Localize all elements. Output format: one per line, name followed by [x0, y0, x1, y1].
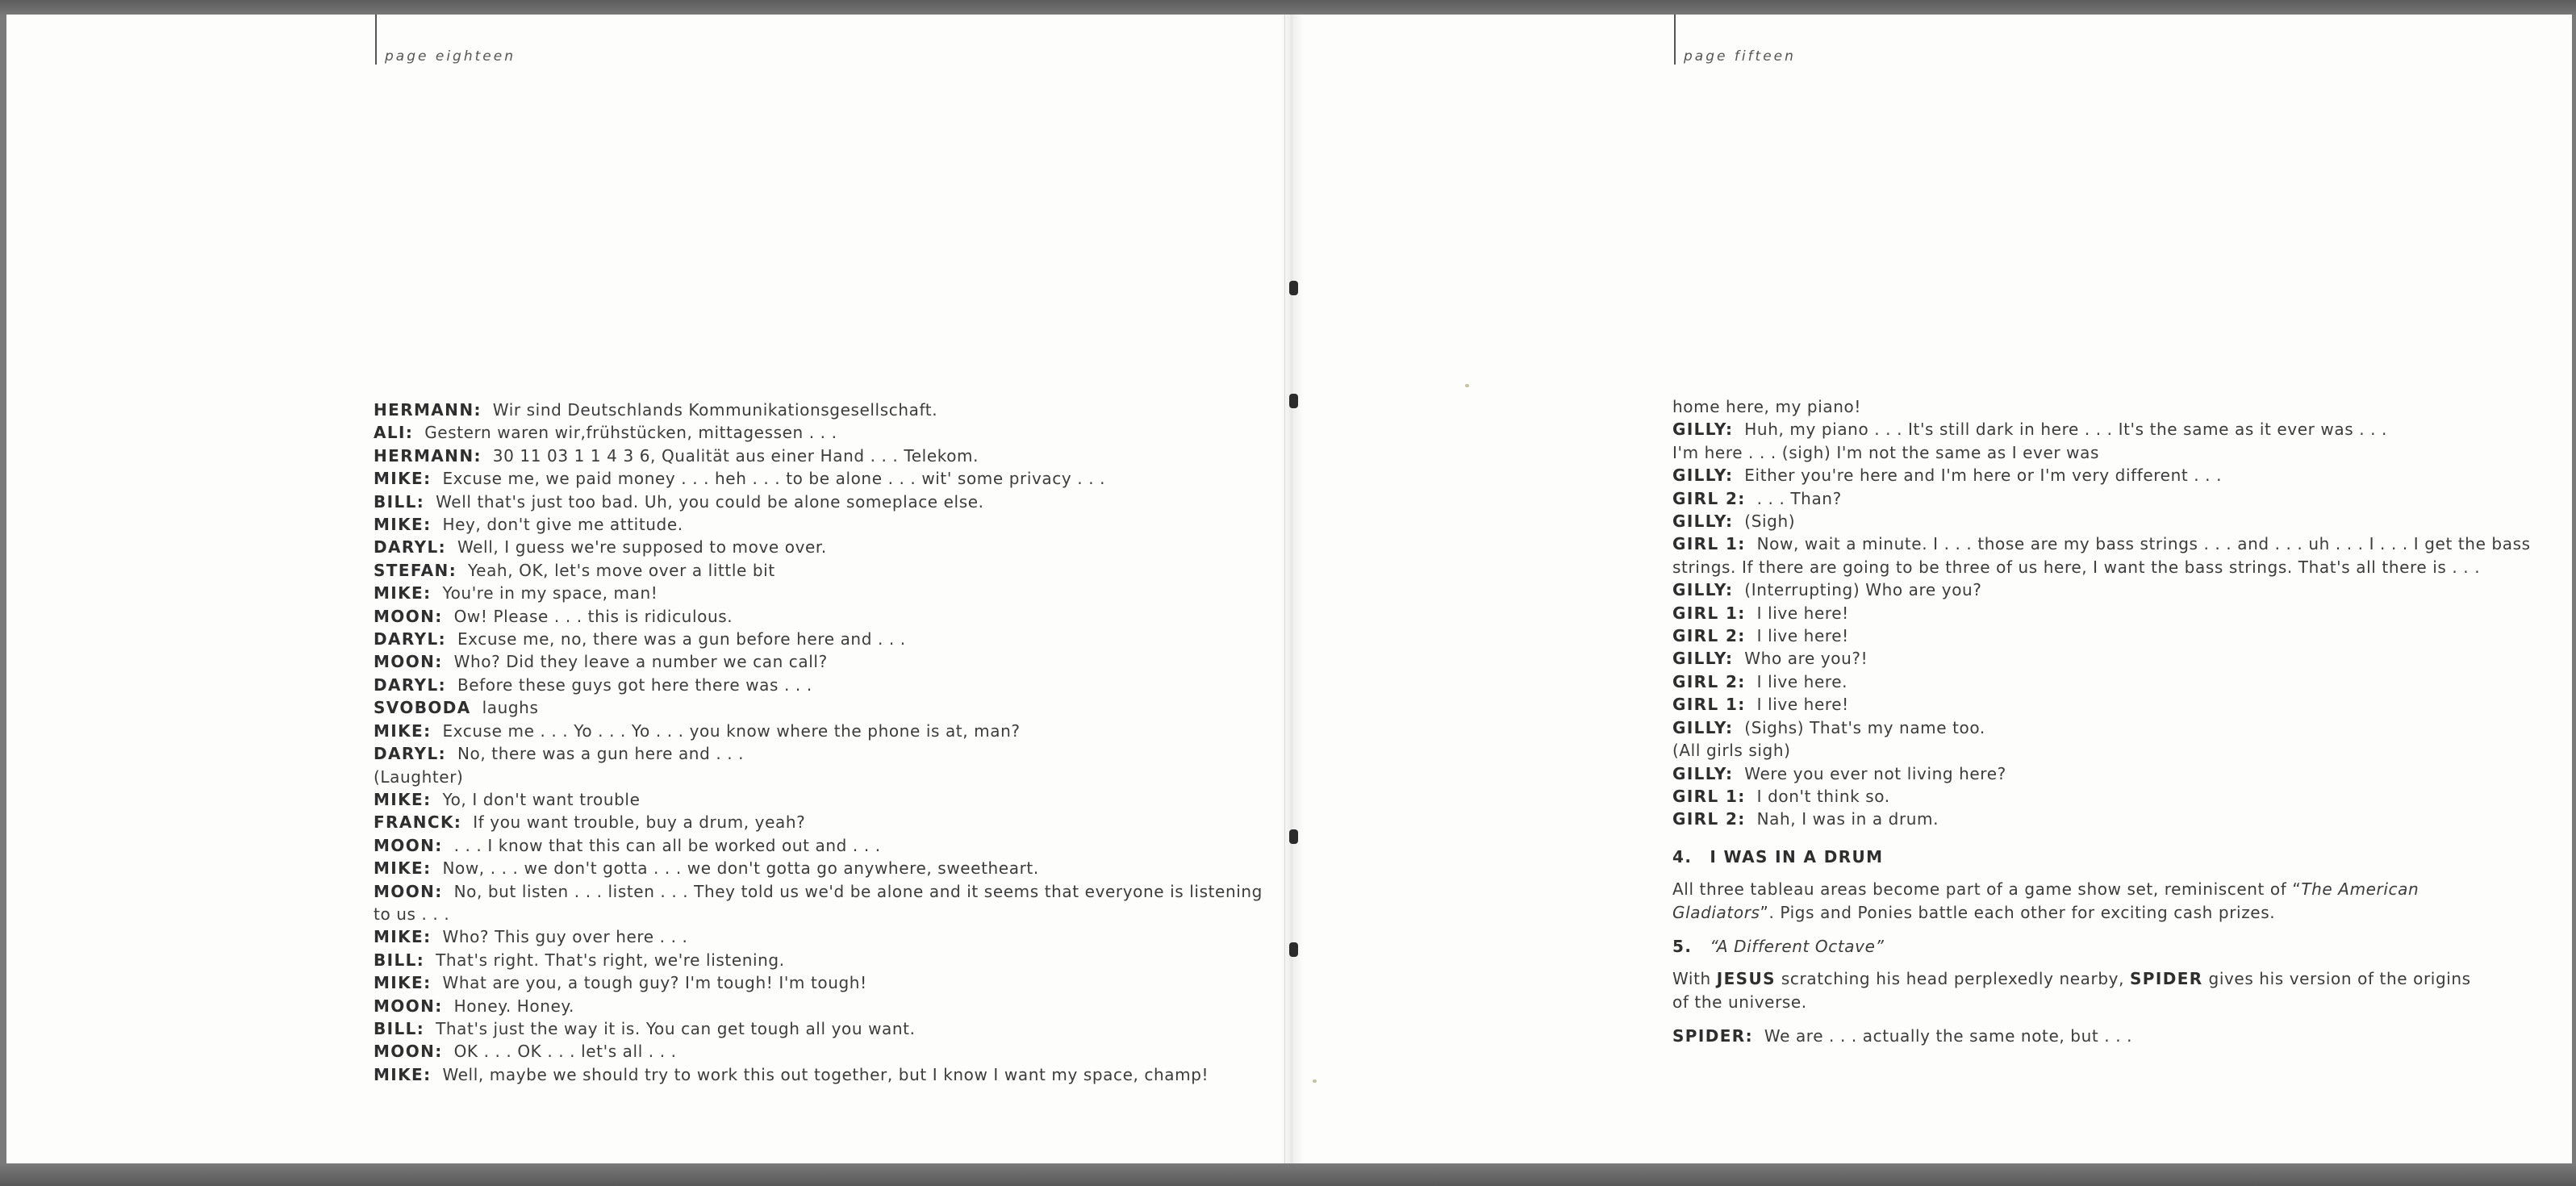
dialogue-line — [374, 949, 1269, 971]
dialogue-text: You're in my space, man! — [442, 583, 658, 603]
dialogue-text: I live here! — [1756, 695, 1849, 715]
paper-speck — [1465, 384, 1469, 387]
dialogue-text: Excuse me, no, there was a gun before here and . . . — [457, 629, 906, 649]
dialogue-line — [374, 628, 1269, 650]
speaker-name: STEFAN: — [374, 560, 457, 580]
dialogue-text: (Sigh) — [1744, 512, 1796, 532]
right-page-header: page fifteen — [1674, 15, 1796, 65]
dialogue-line — [1672, 602, 2487, 624]
dialogue-text: No, there was a gun here and . . . — [457, 744, 745, 764]
speaker-name: BILL: — [374, 491, 425, 512]
dialogue-line — [1672, 693, 2487, 716]
speaker-name: MIKE: — [374, 515, 432, 535]
section-4-title — [1672, 846, 2487, 868]
speaker-name: BILL: — [374, 950, 425, 970]
speaker-name: GIRL 1: — [1672, 786, 1746, 806]
dialogue-text: Who? Did they leave a number we can call? — [453, 652, 828, 672]
speaker-name: MIKE: — [374, 583, 432, 603]
dialogue-text: Now, . . . we don't gotta . . . we don't gotta go anywhere, sweetheart. — [442, 858, 1039, 879]
speaker-name: MIKE: — [374, 927, 432, 947]
dialogue-line — [374, 421, 1269, 444]
dialogue-line — [1672, 532, 2531, 555]
right-dialogue — [1672, 395, 2531, 831]
dialogue-line — [374, 995, 1269, 1017]
dialogue-text: Either you're here and I'm here or I'm very different . . . — [1744, 466, 2223, 486]
speaker-name: BILL: — [374, 1018, 425, 1038]
dialogue-text: I'm here . . . (sigh) I'm not the same as I ever was — [1672, 442, 2100, 462]
description-text: With — [1672, 969, 1717, 989]
speaker-name: DARYL: — [374, 674, 447, 695]
description-text: gives his version of the origins of the universe. — [1672, 969, 2471, 1012]
dialogue-line — [374, 925, 1269, 948]
speaker-name: MIKE: — [374, 789, 432, 809]
dialogue-text: I don't think so. — [1756, 786, 1890, 806]
dialogue-line — [374, 536, 1269, 558]
speaker-name: GIRL 2: — [1672, 488, 1746, 508]
dialogue-line — [374, 399, 1269, 421]
dialogue-text: Who are you?! — [1744, 649, 1868, 669]
dialogue-line — [1672, 670, 2487, 693]
section-4-description — [1672, 878, 2487, 924]
staple-mark — [1289, 829, 1298, 844]
dialogue-line — [374, 559, 1269, 582]
center-fold-line — [1284, 15, 1285, 1163]
speaker-name: MOON: — [374, 996, 443, 1016]
dialogue-text: Who? This guy over here . . . — [442, 927, 688, 947]
dialogue-line — [374, 1040, 1269, 1063]
dialogue-line — [1672, 716, 2487, 739]
dialogue-line — [374, 674, 1269, 696]
dialogue-line — [1672, 739, 2487, 762]
dialogue-line — [374, 650, 1269, 673]
dialogue-text: Well, maybe we should try to work this out together, but I know I want my space, champ! — [442, 1064, 1209, 1084]
dialogue-text: I live here! — [1756, 626, 1849, 646]
dialogue-text: That's right. That's right, we're listening. — [436, 950, 785, 970]
dialogue-text: Ow! Please . . . this is ridiculous. — [453, 606, 733, 626]
speaker-name: GILLY: — [1672, 466, 1734, 486]
speaker-name: MIKE: — [374, 858, 432, 879]
dialogue-text: We are . . . actually the same note, but . . . — [1764, 1026, 2133, 1046]
dialogue-line — [374, 880, 1269, 926]
center-fold — [1280, 15, 1304, 1163]
dialogue-text: (Sighs) That's my name too. — [1744, 717, 1985, 737]
dialogue-line — [374, 720, 1269, 742]
dialogue-line — [1672, 647, 2487, 670]
dialogue-text: Wir sind Deutschlands Kommunikationsgesellschaft. — [492, 400, 938, 420]
speaker-name: GIRL 1: — [1672, 603, 1746, 623]
dialogue-text: I live here. — [1756, 671, 1848, 691]
speaker-name: GILLY: — [1672, 763, 1734, 783]
staple-mark — [1289, 394, 1298, 408]
speaker-name: DARYL: — [374, 537, 447, 558]
speaker-name: MOON: — [374, 835, 443, 855]
description-text: All three tableau areas become part of a game show set, reminiscent of “ — [1672, 879, 2302, 900]
dialogue-line — [374, 491, 1269, 513]
description-text: ”. Pigs and Ponies battle each other for exciting cash prizes. — [1760, 902, 2276, 922]
speaker-name: ALI: — [374, 423, 414, 443]
speaker-name: GIRL 1: — [1672, 695, 1746, 715]
speaker-name: DARYL: — [374, 744, 447, 764]
speaker-name: MOON: — [374, 1042, 443, 1062]
speaker-name: GIRL 2: — [1672, 809, 1746, 829]
dialogue-text: Gestern waren wir,frühstücken, mittagessen . . . — [424, 423, 837, 443]
speaker-name: GILLY: — [1672, 717, 1734, 737]
speaker-name: MIKE: — [374, 973, 432, 993]
dialogue-line — [1672, 441, 2487, 464]
dialogue-line — [1672, 578, 2487, 601]
speaker-name: MOON: — [374, 881, 443, 901]
dialogue-text: Honey. Honey. — [453, 996, 574, 1016]
speaker-name: GILLY: — [1672, 649, 1734, 669]
dialogue-text: Excuse me . . . Yo . . . Yo . . . you know where the phone is at, man? — [442, 720, 1021, 741]
speaker-name: DARYL: — [374, 629, 447, 649]
dialogue-text: 30 11 03 1 1 4 3 6, Qualität aus einer Hand . . . Telekom. — [492, 445, 979, 466]
section-heading: I WAS IN A DRUM — [1710, 846, 1884, 867]
speaker-name: GIRL 2: — [1672, 626, 1746, 646]
dialogue-text: Now, wait a minute. I . . . those are my bass strings . . . and . . . uh . . . I . . . I get the bass — [1756, 534, 2531, 554]
dialogue-text: Nah, I was in a drum. — [1756, 809, 1939, 829]
dialogue-text: Well that's just too bad. Uh, you could be alone someplace else. — [436, 491, 984, 512]
dialogue-line — [1672, 395, 2487, 418]
dialogue-text: Yeah, OK, let's move over a little bit — [468, 560, 775, 580]
section-5-description — [1672, 967, 2487, 1013]
speaker-name: GIRL 1: — [1672, 534, 1746, 554]
speaker-name: SVOBODA — [374, 698, 471, 718]
dialogue-line — [1672, 624, 2487, 647]
dialogue-text: That's just the way it is. You can get tough all you want. — [436, 1018, 916, 1038]
dialogue-line — [374, 971, 1269, 994]
dialogue-text: No, but listen . . . listen . . . They told us we'd be alone and it seems that everyone is listening to us . . . — [374, 881, 1263, 924]
dialogue-text: Were you ever not living here? — [1744, 763, 2006, 783]
dialogue-text: home here, my piano! — [1672, 397, 1861, 416]
dialogue-line — [374, 811, 1269, 833]
dialogue-line — [374, 1017, 1269, 1040]
dialogue-line — [1672, 510, 2487, 532]
dialogue-line — [1672, 1025, 2487, 1047]
dialogue-line — [1672, 762, 2487, 785]
dialogue-text: OK . . . OK . . . let's all . . . — [453, 1042, 677, 1062]
section-number: 5. — [1672, 936, 1693, 956]
speaker-name: SPIDER: — [1672, 1026, 1753, 1046]
staple-mark — [1289, 942, 1298, 957]
dialogue-line — [374, 766, 1269, 788]
speaker-name: MIKE: — [374, 1064, 432, 1084]
dialogue-text: If you want trouble, buy a drum, yeah? — [473, 812, 806, 833]
speaker-name: GILLY: — [1672, 420, 1734, 440]
speaker-name: GILLY: — [1672, 512, 1734, 532]
dialogue-line — [374, 742, 1269, 765]
dialogue-line — [1672, 464, 2487, 487]
speaker-name: GIRL 2: — [1672, 671, 1746, 691]
dialogue-text: What are you, a tough guy? I'm tough! I'm tough! — [442, 973, 867, 993]
dialogue-line — [374, 445, 1269, 467]
dialogue-line — [1672, 418, 2487, 441]
dialogue-line — [374, 467, 1269, 490]
speaker-name: HERMANN: — [374, 445, 482, 466]
dialogue-text: Well, I guess we're supposed to move over. — [457, 537, 827, 558]
dialogue-text: . . . I know that this can all be worked out and . . . — [453, 835, 881, 855]
dialogue-text: laughs — [482, 698, 539, 718]
dialogue-text: Huh, my piano . . . It's still dark in here . . . It's the same as it ever was . . . — [1744, 420, 2387, 440]
dialogue-text: Yo, I don't want trouble — [442, 789, 641, 809]
dialogue-text: (Laughter) — [374, 766, 464, 787]
dialogue-text: Excuse me, we paid money . . . heh . . . to be alone . . . wit' some privacy . . . — [442, 469, 1106, 489]
section-number: 4. — [1672, 846, 1693, 867]
character-name: SPIDER — [2130, 969, 2203, 989]
dialogue-text: Hey, don't give me attitude. — [442, 515, 683, 535]
character-name: JESUS — [1716, 969, 1776, 989]
paper-speck — [1313, 1080, 1317, 1083]
dialogue-line — [374, 582, 1269, 604]
dialogue-line — [1672, 556, 2487, 578]
dialogue-line — [374, 1063, 1269, 1086]
speaker-name: FRANCK: — [374, 812, 462, 833]
left-page-header: page eighteen — [375, 15, 516, 65]
speaker-name: MOON: — [374, 652, 443, 672]
dialogue-text: (All girls sigh) — [1672, 741, 1791, 761]
dialogue-line — [1672, 808, 2487, 830]
song-title: “A Different Octave” — [1710, 936, 1885, 956]
dialogue-line — [374, 857, 1269, 879]
dialogue-text: strings. If there are going to be three of us here, I want the bass strings. That's all there is . . . — [1672, 557, 2481, 577]
speaker-name: MIKE: — [374, 720, 432, 741]
speaker-name: MOON: — [374, 606, 443, 626]
dialogue-text: . . . Than? — [1756, 488, 1842, 508]
show-title: The American Gladiators — [1672, 879, 2419, 922]
speaker-name: GILLY: — [1672, 580, 1734, 600]
speaker-name: MIKE: — [374, 469, 432, 489]
dialogue-text: I live here! — [1756, 603, 1849, 623]
dialogue-line — [374, 788, 1269, 811]
staple-mark — [1289, 281, 1298, 295]
section-5-title — [1672, 935, 2487, 958]
dialogue-text: Before these guys got here there was . . . — [457, 674, 812, 695]
left-page-script — [374, 399, 1269, 1086]
speaker-name: HERMANN: — [374, 400, 482, 420]
dialogue-line — [374, 696, 1269, 719]
dialogue-line — [1672, 487, 2487, 510]
dialogue-text: (Interrupting) Who are you? — [1744, 580, 1982, 600]
dialogue-line — [374, 605, 1269, 628]
right-page-script — [1672, 395, 2531, 1048]
dialogue-line — [374, 513, 1269, 536]
dialogue-line — [374, 834, 1269, 857]
description-text: scratching his head perplexedly nearby, — [1775, 969, 2130, 989]
dialogue-line — [1672, 785, 2487, 808]
